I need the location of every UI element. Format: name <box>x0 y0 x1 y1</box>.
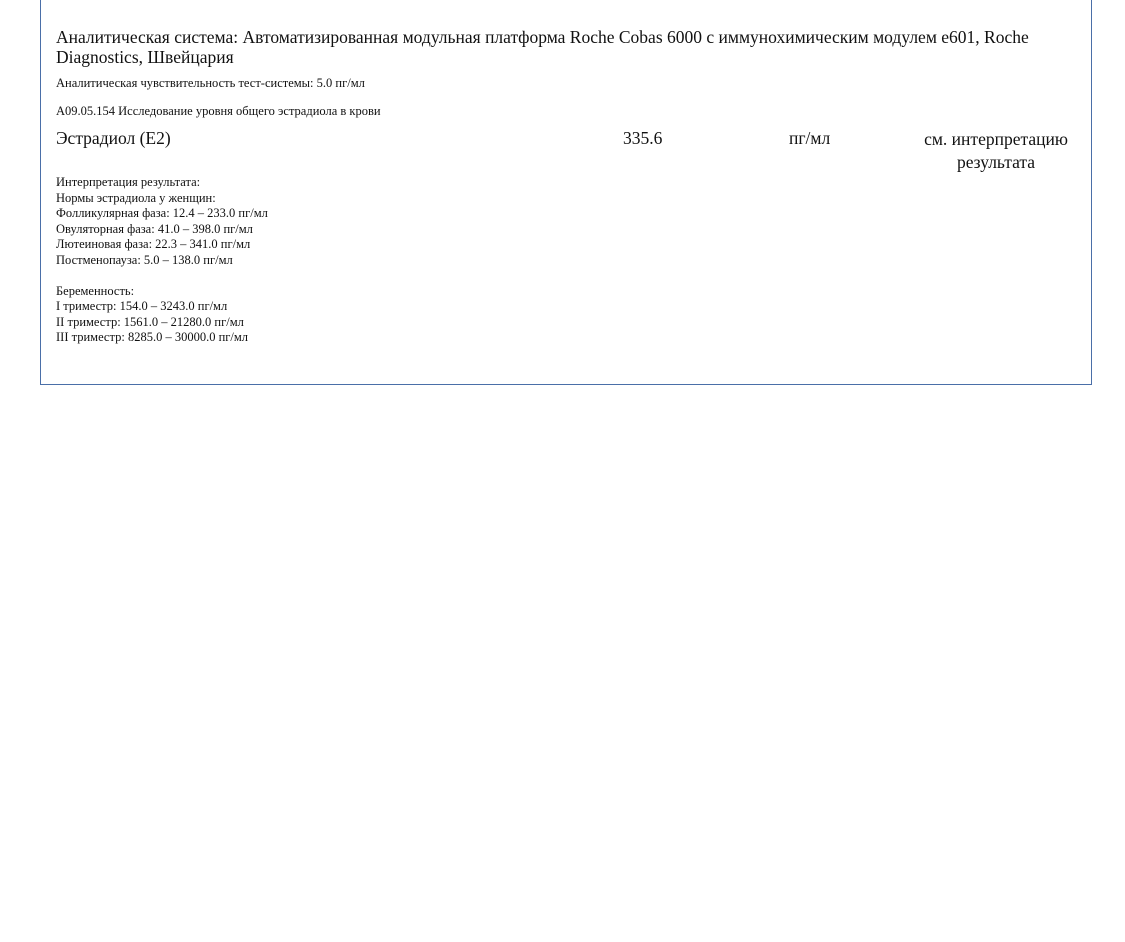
spacer <box>56 269 268 284</box>
pregnancy-norm-item: II триместр: 1561.0 – 21280.0 пг/мл <box>56 314 244 329</box>
interpretation-title: Интерпретация результата: <box>56 175 201 189</box>
women-norm-item: Постменопауза: 5.0 – 138.0 пг/мл <box>56 252 233 267</box>
women-norm-item: Овуляторная фаза: 41.0 – 398.0 пг/мл <box>56 221 253 236</box>
test-sensitivity: Аналитическая чувствительность тест-системы: 5.0 пг/мл <box>56 76 365 90</box>
result-name: Эстрадиол (E2) <box>56 128 171 148</box>
interpretation-block <box>56 175 268 346</box>
women-norms-title: Нормы эстрадиола у женщин: <box>56 190 216 205</box>
result-panel <box>40 0 1092 385</box>
pregnancy-norm-item: III триместр: 8285.0 – 30000.0 пг/мл <box>56 330 249 345</box>
women-norm-item: Фолликулярная фаза: 12.4 – 233.0 пг/мл <box>56 206 268 221</box>
result-reference: см. интерпретацию результата <box>924 129 1068 172</box>
pregnancy-norm-item: I триместр: 154.0 – 3243.0 пг/мл <box>56 299 228 314</box>
women-norm-item: Лютеиновая фаза: 22.3 – 341.0 пг/мл <box>56 237 251 252</box>
result-unit: пг/мл <box>789 128 831 148</box>
test-code: A09.05.154 Исследование уровня общего эстрадиола в крови <box>56 104 381 118</box>
analytical-system: Аналитическая система: Автоматизированная модульная платформа Roche Cobas 6000 с иммунохимическим модулем e601, Roche Diagnostics, Швейцария <box>56 27 1029 67</box>
pregnancy-title: Беременность: <box>56 283 135 298</box>
result-value: 335.6 <box>623 128 663 148</box>
